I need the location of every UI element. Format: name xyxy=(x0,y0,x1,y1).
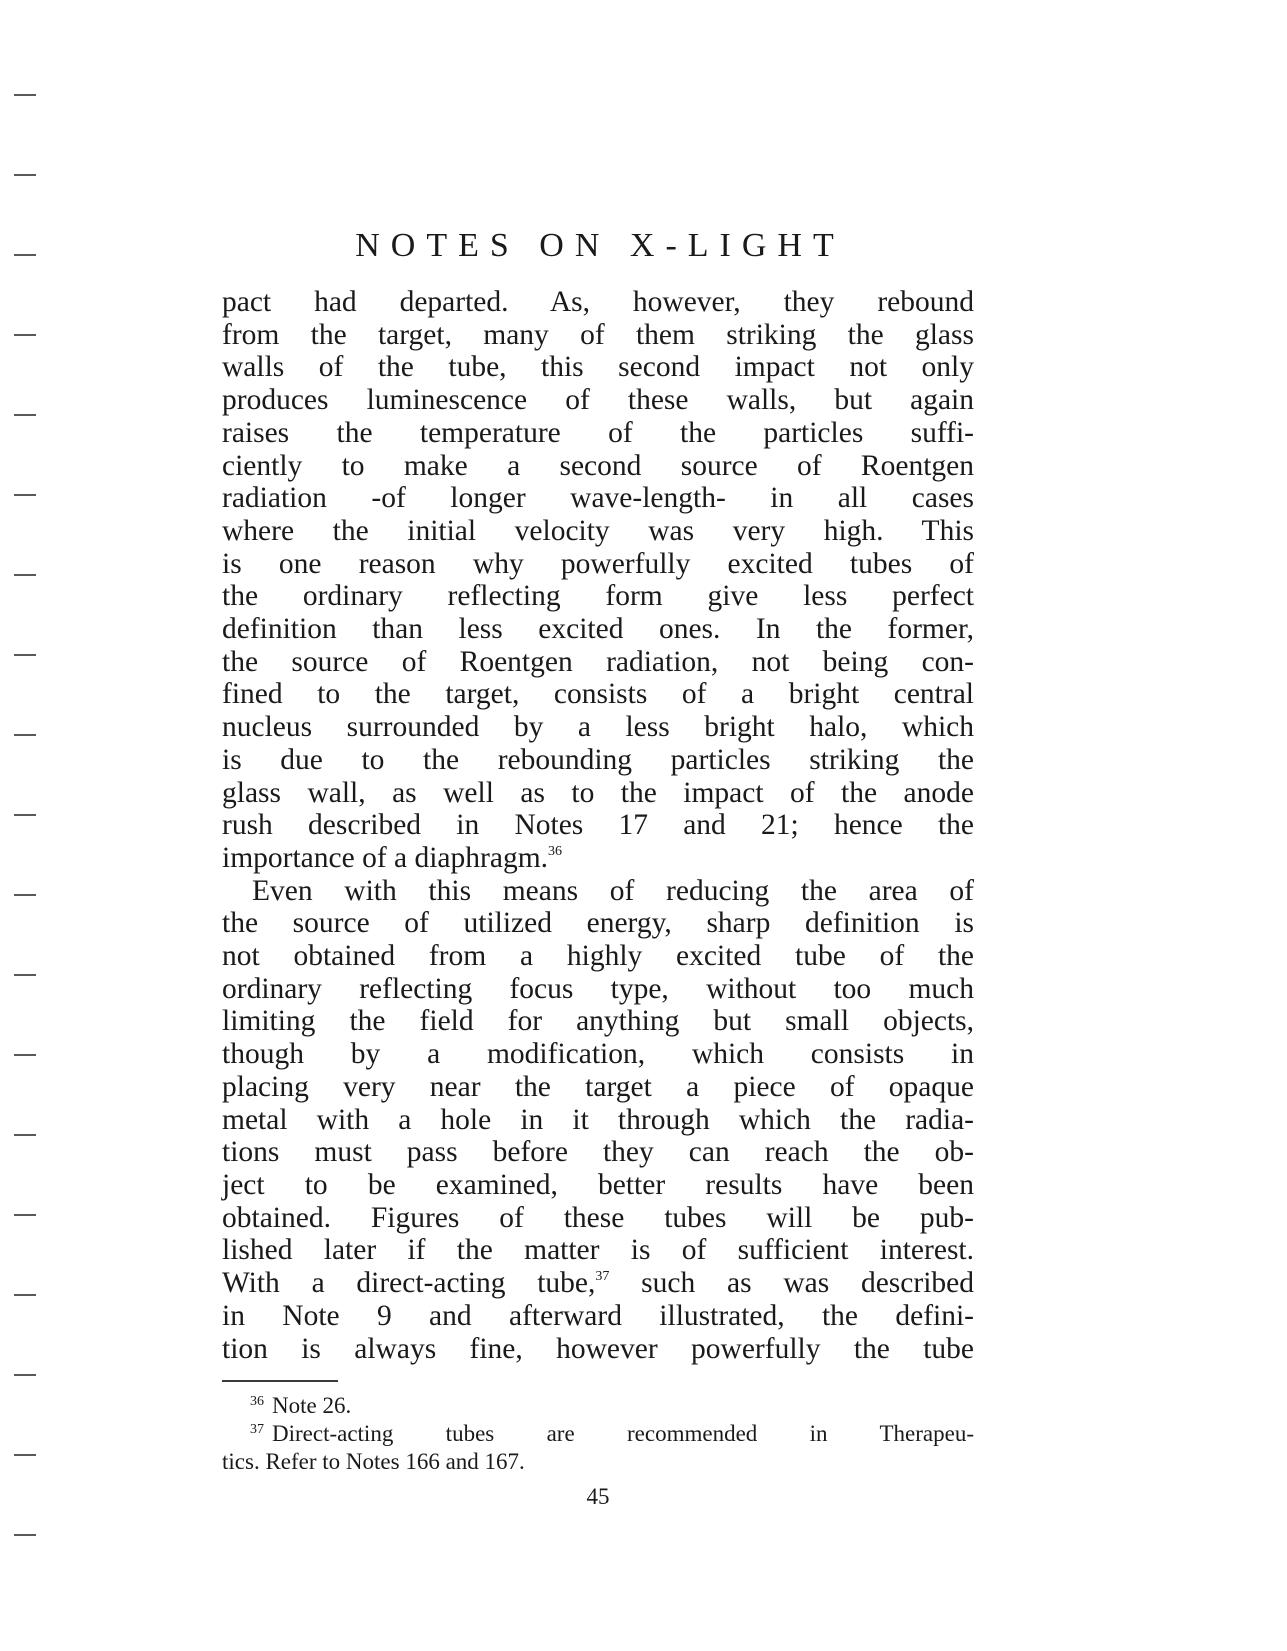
margin-mark xyxy=(14,734,36,736)
margin-mark xyxy=(14,1294,36,1296)
text-line: rush described in Notes 17 and 21; hence the xyxy=(222,809,974,842)
text-line: walls of the tube, this second impact not only xyxy=(222,351,974,384)
text-line: radiation -of longer wave-length- in all cases xyxy=(222,482,974,515)
text-line xyxy=(222,1267,974,1300)
margin-mark xyxy=(14,574,36,576)
text-line xyxy=(222,842,974,875)
margin-mark xyxy=(14,334,36,336)
text-line: though by a modification, which consists in xyxy=(222,1038,974,1071)
text-line: not obtained from a highly excited tube of the xyxy=(222,940,974,973)
text-line: ject to be examined, better results have been xyxy=(222,1168,974,1201)
text-line: placing very near the target a piece of opaque xyxy=(222,1070,974,1103)
text-line-content: With a direct-acting tube, xyxy=(222,1267,596,1300)
text-line: ordinary reflecting focus type, without too much xyxy=(222,972,974,1005)
text-line: the source of Roentgen radiation, not being con- xyxy=(222,645,974,678)
margin-mark xyxy=(14,94,36,96)
body-text xyxy=(222,286,974,1365)
text-line: the source of utilized energy, sharp definition is xyxy=(222,907,974,940)
text-line: raises the temperature of the particles suffi- xyxy=(222,416,974,449)
text-line: nucleus surrounded by a less bright halo, which xyxy=(222,711,974,744)
text-line-continuation: such as was described xyxy=(609,1267,974,1300)
margin-mark xyxy=(14,1374,36,1376)
margin-mark xyxy=(14,254,36,256)
margin-mark xyxy=(14,1214,36,1216)
text-line: pact had departed. As, however, they rebound xyxy=(222,286,974,318)
footnote-text: Direct-acting tubes are recommended in Therapeu- xyxy=(272,1421,974,1446)
text-line: produces luminescence of these walls, but again xyxy=(222,384,974,417)
footnote-number: 37 xyxy=(250,1422,264,1437)
footnote-text: Note 26. xyxy=(272,1393,352,1418)
text-line: fined to the target, consists of a bright central xyxy=(222,678,974,711)
text-line: Even with this means of reducing the area of xyxy=(252,874,974,907)
margin-mark xyxy=(14,654,36,656)
running-head: NOTES ON X-LIGHT xyxy=(355,227,845,264)
text-line: the ordinary reflecting form give less perfect xyxy=(222,580,974,613)
margin-mark xyxy=(14,1534,36,1536)
margin-mark xyxy=(14,1134,36,1136)
footnote-continuation: tics. Refer to Notes 166 and 167. xyxy=(222,1449,525,1474)
text-line: is one reason why powerfully excited tubes of xyxy=(222,547,974,580)
text-line: obtained. Figures of these tubes will be pub- xyxy=(222,1201,974,1234)
margin-mark xyxy=(14,974,36,976)
footnote-rule xyxy=(222,1380,338,1382)
text-line: metal with a hole in it through which the radia- xyxy=(222,1103,974,1136)
footnote xyxy=(222,1392,974,1420)
text-line: lished later if the matter is of sufficient interest. xyxy=(222,1234,974,1267)
margin-mark xyxy=(14,494,36,496)
text-line: tions must pass before they can reach the ob- xyxy=(222,1136,974,1169)
text-line: glass wall, as well as to the impact of the anode xyxy=(222,776,974,809)
page-number: 45 xyxy=(586,1484,610,1509)
footnote-ref: 37 xyxy=(595,1269,610,1285)
footnote xyxy=(222,1420,974,1448)
footnotes xyxy=(222,1392,974,1476)
margin-mark xyxy=(14,414,36,416)
margin-mark xyxy=(14,814,36,816)
text-line: is due to the rebounding particles striking the xyxy=(222,743,974,776)
margin-mark xyxy=(14,1454,36,1456)
footnote-number: 36 xyxy=(250,1394,264,1409)
footnote-ref: 36 xyxy=(548,843,563,859)
text-line: where the initial velocity was very high. This xyxy=(222,514,974,547)
margin-marks xyxy=(14,0,38,1651)
text-line: ciently to make a second source of Roentgen xyxy=(222,449,974,482)
text-line: limiting the field for anything but small objects, xyxy=(222,1005,974,1038)
text-line: from the target, many of them striking the glass xyxy=(222,318,974,351)
text-line: tion is always fine, however powerfully the tube xyxy=(222,1332,974,1365)
margin-mark xyxy=(14,894,36,896)
text-line: in Note 9 and afterward illustrated, the defini- xyxy=(222,1299,974,1332)
margin-mark xyxy=(14,174,36,176)
margin-mark xyxy=(14,1054,36,1056)
text-line: definition than less excited ones. In the former, xyxy=(222,613,974,646)
text-line-content: importance of a diaphragm. xyxy=(222,841,549,874)
